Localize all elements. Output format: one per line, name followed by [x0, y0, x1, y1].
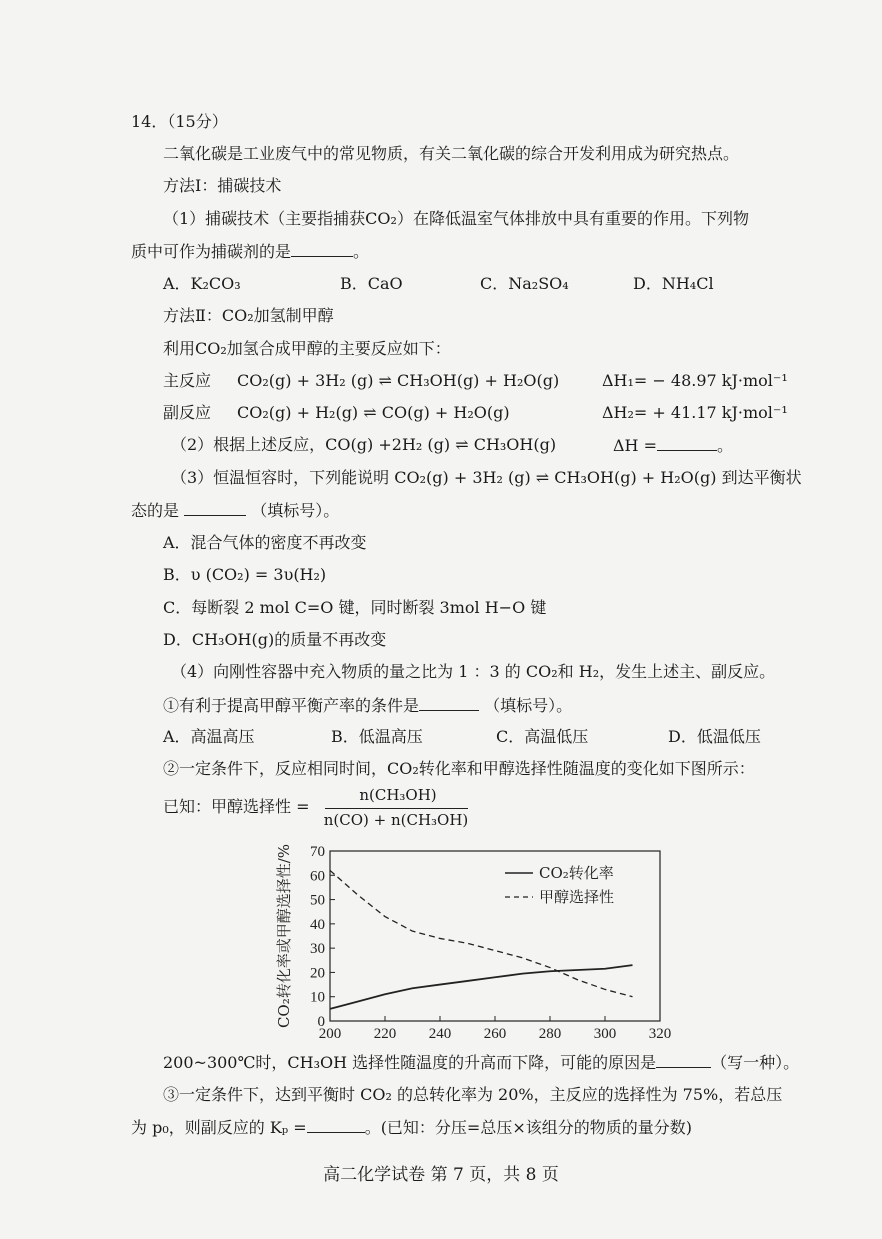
q1-option-a: A．K₂CO₃ — [163, 274, 241, 293]
q4-sub1-option-b: B．低温高压 — [331, 727, 423, 746]
q4-sub3-line2-pre: 为 p₀，则副反应的 Kₚ = — [131, 1118, 307, 1137]
q4-sub3-line1: ③一定条件下，达到平衡时 CO₂ 的总转化率为 20%，主反应的选择性为 75%，若总压 — [163, 1085, 783, 1104]
y-tick-label: 40 — [310, 916, 325, 933]
main-reaction-dh: ΔH₁= − 48.97 kJ·mol⁻¹ — [602, 371, 788, 390]
q3-line2 — [131, 499, 339, 522]
known-label: 已知：甲醇选择性 = — [163, 797, 310, 816]
x-tick-label: 220 — [373, 1026, 397, 1042]
reaction-intro: 利用CO₂加氢合成甲醇的主要反应如下： — [163, 339, 451, 358]
y-tick-label: 0 — [317, 1014, 325, 1030]
x-tick-label: 280 — [538, 1026, 562, 1042]
main-reaction-label: 主反应 — [163, 371, 212, 390]
q4-sub1-option-c: C．高温低压 — [496, 727, 589, 746]
side-reaction-dh: ΔH₂= + 41.17 kJ·mol⁻¹ — [602, 403, 788, 422]
q4-sub2: ②一定条件下，反应相同时间，CO₂转化率和甲醇选择性随温度的变化如下图所示： — [163, 759, 755, 778]
q1-line2-pre: 质中可作为捕碳剂的是 — [131, 242, 292, 261]
q3-option-b: B．υ (CO₂) = 3υ(H₂) — [163, 565, 327, 584]
q3-line2-post: （填标号）。 — [251, 501, 340, 520]
page-footer: 高二化学试卷 第 7 页，共 8 页 — [323, 1165, 559, 1185]
x-tick-label: 240 — [428, 1026, 452, 1042]
q1-line1: （1）捕碳技术（主要指捕获CO₂）在降低温室气体排放中具有重要的作用。下列物 — [163, 209, 749, 228]
chart — [272, 843, 672, 1043]
series-line-1 — [330, 965, 633, 1009]
q4-sub3-answer-blank[interactable] — [307, 1116, 365, 1133]
q4-sub3-line2 — [131, 1116, 692, 1139]
q1-line2 — [131, 240, 369, 263]
q3-line1: （3）恒温恒容时，下列能说明 CO₂(g) + 3H₂ (g) ⇌ CH₃OH(g) + H₂O(g) 到达平衡状 — [171, 468, 802, 487]
q4-sub1-post: （填标号）。 — [484, 696, 573, 715]
side-reaction: CO₂(g) + H₂(g) ⇌ CO(g) + H₂O(g) — [237, 403, 510, 422]
y-tick-label: 70 — [310, 844, 325, 860]
fraction-numerator: n(CH₃OH) — [359, 786, 437, 804]
y-tick-label: 30 — [310, 941, 325, 958]
method1-title: 方法Ⅰ：捕碳技术 — [163, 176, 282, 195]
legend-label-1: CO₂转化率 — [539, 864, 614, 882]
y-axis-label: CO₂转化率或甲醇选择性/% — [275, 843, 293, 1029]
legend-label-2: 甲醇选择性 — [539, 888, 615, 906]
q4-intro: （4）向刚性容器中充入物质的量之比为 1 ：3 的 CO₂和 H₂，发生上述主、副反应。 — [171, 662, 776, 681]
fraction-denominator: n(CO) + n(CH₃OH) — [323, 811, 469, 829]
y-tick-label: 50 — [310, 892, 325, 909]
fraction-bar — [325, 808, 468, 809]
q3-option-a: A．混合气体的密度不再改变 — [163, 533, 367, 552]
q2-dh — [613, 434, 733, 457]
side-reaction-label: 副反应 — [163, 403, 212, 422]
q1-answer-blank[interactable] — [291, 240, 353, 257]
q1-option-c: C．Na₂SO₄ — [480, 274, 569, 293]
x-tick-label: 200 — [318, 1026, 342, 1042]
y-tick-label: 60 — [310, 868, 325, 885]
q4-sub1-option-a: A．高温高压 — [163, 727, 255, 746]
y-tick-label: 10 — [310, 989, 325, 1006]
q1-option-b: B．CaO — [340, 274, 403, 293]
x-tick-label: 300 — [593, 1026, 617, 1042]
q4-sub1-option-d: D．低温低压 — [668, 727, 761, 746]
q3-option-d: D．CH₃OH(g)的质量不再改变 — [163, 630, 387, 649]
q3-option-c: C．每断裂 2 mol C=O 键，同时断裂 3mol H−O 键 — [163, 598, 547, 617]
q4-sub2-answer-blank[interactable] — [656, 1051, 711, 1068]
q4-sub1-answer-blank[interactable] — [419, 694, 479, 711]
q4-sub1 — [163, 694, 572, 717]
q4-sub2-after-pre: 200~300℃时，CH₃OH 选择性随温度的升高而下降，可能的原因是 — [163, 1053, 657, 1072]
x-tick-label: 320 — [648, 1026, 672, 1042]
y-tick-label: 20 — [310, 965, 325, 982]
q4-sub3-line2-post: 。(已知：分压=总压×该组分的物质的量分数) — [364, 1118, 692, 1137]
question-header: 14．（15分） — [131, 112, 228, 131]
q2-text: （2）根据上述反应，CO(g) +2H₂ (g) ⇌ CH₃OH(g) — [171, 435, 557, 454]
q2-end: 。 — [717, 436, 734, 455]
q3-line2-pre: 态的是 — [131, 501, 180, 520]
q3-answer-blank[interactable] — [184, 499, 246, 516]
q4-sub2-after-post: （写一种）。 — [711, 1053, 800, 1072]
q4-sub2-after — [163, 1051, 799, 1074]
q2-dh-label: ΔH = — [613, 436, 657, 455]
q1-line2-post: 。 — [353, 242, 370, 261]
main-reaction: CO₂(g) + 3H₂ (g) ⇌ CH₃OH(g) + H₂O(g) — [237, 371, 560, 390]
q4-sub1-pre: ①有利于提高甲醇平衡产率的条件是 — [163, 696, 420, 715]
x-tick-label: 260 — [483, 1026, 507, 1042]
method2-title: 方法Ⅱ：CO₂加氢制甲醇 — [163, 306, 334, 325]
q1-option-d: D．NH₄Cl — [633, 274, 714, 293]
q2-answer-blank[interactable] — [657, 434, 717, 451]
intro-text: 二氧化碳是工业废气中的常见物质，有关二氧化碳的综合开发利用成为研究热点。 — [163, 144, 740, 163]
